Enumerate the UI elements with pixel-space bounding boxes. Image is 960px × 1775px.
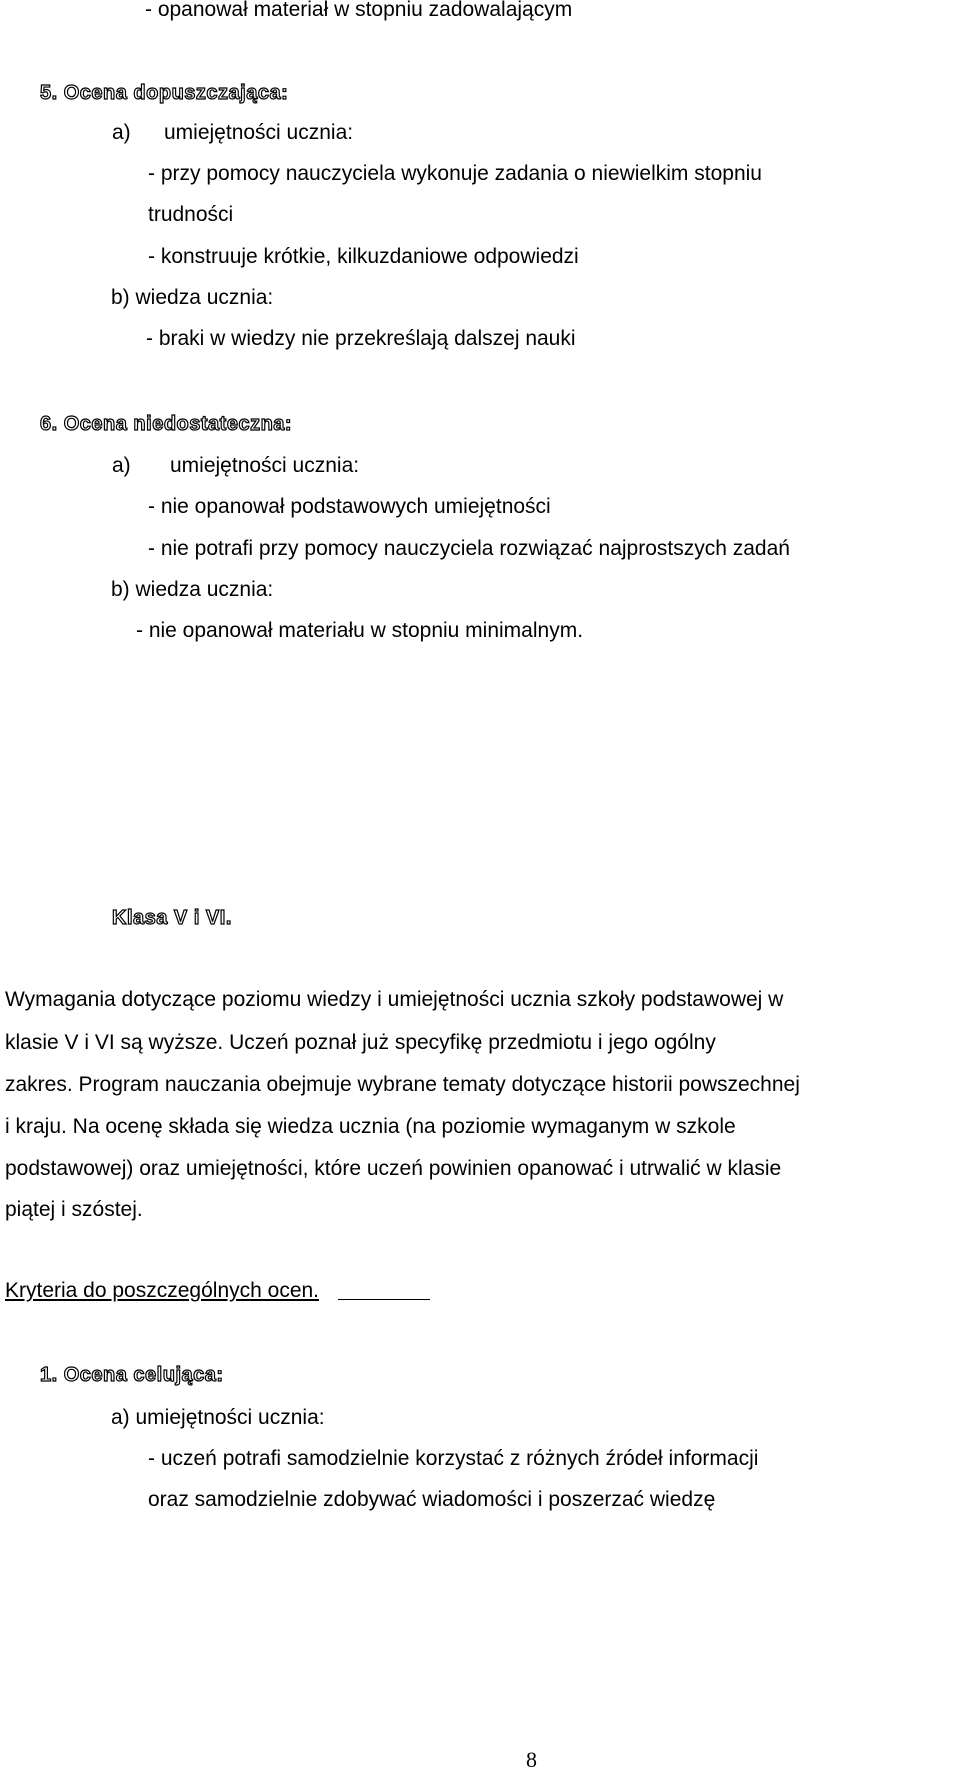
bullet-line: - przy pomocy nauczyciela wykonuje zadania o niewielkim stopniu (148, 162, 762, 185)
page-number: 8 (526, 1747, 537, 1772)
section-heading-ocena-celujaca: 1. Ocena celująca: (40, 1364, 224, 1386)
bullet-line: - nie opanował materiału w stopniu minimalnym. (136, 619, 584, 642)
paragraph-line: i kraju. Na ocenę składa się wiedza ucznia (na poziomie wymaganym w szkole (5, 1115, 736, 1138)
bullet-line: - braki w wiedzy nie przekreślają dalszej nauki (146, 327, 576, 350)
paragraph-line: zakres. Program nauczania obejmuje wybrane tematy dotyczące historii powszechnej (5, 1073, 800, 1096)
subheading-umiejetnosci: umiejętności ucznia: (164, 121, 354, 144)
bullet-line: - nie opanował podstawowych umiejętności (148, 495, 551, 518)
bullet-line: - opanował materiał w stopniu zadowalającym (145, 0, 573, 21)
bullet-line: - nie potrafi przy pomocy nauczyciela rozwiązać najprostszych zadań (148, 537, 790, 560)
subheading-wiedza: b) wiedza ucznia: (111, 286, 274, 309)
bullet-line-continuation: trudności (148, 203, 234, 226)
list-marker-a: a) (112, 121, 131, 144)
paragraph-line: podstawowej) oraz umiejętności, które uczeń powinien opanować i utrwalić w klasie (5, 1157, 782, 1180)
underline-rule (338, 1299, 430, 1300)
subheading-umiejetnosci: umiejętności ucznia: (170, 454, 360, 477)
paragraph-line: piątej i szóstej. (5, 1198, 143, 1221)
section-heading-ocena-dopuszczajaca: 5. Ocena dopuszczająca: (40, 82, 289, 104)
subheading-wiedza: b) wiedza ucznia: (111, 578, 274, 601)
kryteria-heading: Kryteria do poszczególnych ocen. (5, 1279, 320, 1302)
paragraph-line: Wymagania dotyczące poziomu wiedzy i umiejętności ucznia szkoły podstawowej w (5, 988, 784, 1011)
bullet-line: - konstruuje krótkie, kilkuzdaniowe odpowiedzi (148, 245, 579, 268)
bullet-line: oraz samodzielnie zdobywać wiadomości i poszerzać wiedzę (148, 1488, 716, 1511)
list-marker-a: a) (112, 454, 131, 477)
section-heading-ocena-niedostateczna: 6. Ocena niedostateczna: (40, 413, 293, 435)
bullet-line: - uczeń potrafi samodzielnie korzystać z różnych źródeł informacji (148, 1447, 759, 1470)
paragraph-line: klasie V i VI są wyższe. Uczeń poznał już specyfikę przedmiotu i jego ogólny (5, 1031, 716, 1054)
section-heading-klasa: Klasa V i VI. (112, 907, 232, 929)
subheading-umiejetnosci: a) umiejętności ucznia: (111, 1406, 325, 1429)
